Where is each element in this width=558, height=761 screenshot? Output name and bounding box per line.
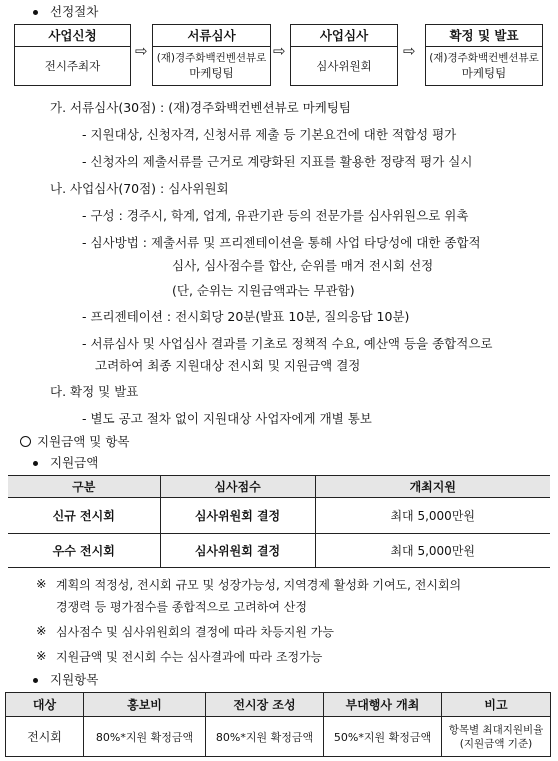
section-ga-item: - 신청자의 제출서류를 근거로 계량화된 지표를 활용한 정량적 평가 실시 <box>82 154 473 169</box>
items-table <box>5 692 551 757</box>
table-row <box>8 498 550 534</box>
note-text: 심사점수 및 심사위원회의 결정에 따라 차등지원 가능 <box>56 625 334 639</box>
section-na-item: - 서류심사 및 사업심사 결과를 기초로 정책적 수요, 예산액 등을 종합적으로 <box>82 336 493 351</box>
table-cell: 우수 전시회 <box>8 534 160 568</box>
arrow-right-icon: ⇨ <box>403 42 416 60</box>
section-na-item: - 심사방법 : 제출서류 및 프리젠테이션을 통해 사업 타당성에 대한 종합적 <box>82 235 481 250</box>
table-row <box>6 717 551 757</box>
table-cell: 심사위원회 결정 <box>160 498 315 534</box>
flow-step-title: 사업심사 <box>291 25 397 47</box>
section-da: 다. 확정 및 발표 <box>50 384 139 399</box>
table-header: 전시장 조성 <box>206 693 324 717</box>
arrow-right-icon: ⇨ <box>273 42 286 60</box>
section-na-item-cont: 심사, 심사점수를 합산, 순위를 매겨 전시회 선정 <box>172 258 434 273</box>
section-ga: 가. 서류심사(30점) : (재)경주화백컨벤션뷰로 마케팅팀 <box>50 100 351 115</box>
table-header: 심사점수 <box>160 476 315 498</box>
table-cell: 심사위원회 결정 <box>160 534 315 568</box>
amount-table <box>8 475 550 568</box>
table-cell: 신규 전시회 <box>8 498 160 534</box>
flow-step-body: 마케팅팀 <box>189 66 234 80</box>
remark-line: (지원금액 기준) <box>459 737 533 750</box>
section-na-item: - 프리젠테이션 : 전시회당 20분(발표 10분, 질의응답 10분) <box>82 309 410 324</box>
flow-step-confirm <box>425 24 543 86</box>
note-mark: ※ <box>36 648 47 663</box>
amount-header: 지원금액 <box>33 453 98 471</box>
section-na-item: - 구성 : 경주시, 학계, 업계, 유관기관 등의 전문가를 심사위원으로 위촉 <box>82 208 469 223</box>
note-text: 계획의 적정성, 전시회 규모 및 성장가능성, 지역경제 활성화 기여도, 전시회의 <box>56 578 462 592</box>
section-na-item-cont: (단, 순위는 지원금액과는 무관함) <box>172 283 355 298</box>
table-cell: 최대 5,000만원 <box>315 534 550 568</box>
bullet-icon <box>33 461 38 466</box>
table-cell: 80%*지원 확정금액 <box>206 717 324 757</box>
arrow-right-icon: ⇨ <box>135 42 148 60</box>
section-na-item-cont: 고려하여 최종 지원대상 전시회 및 지원금액 결정 <box>95 358 361 373</box>
section-na: 나. 사업심사(70점) : 심사위원회 <box>50 181 229 196</box>
selection-header: 선정절차 <box>33 2 98 20</box>
table-cell-remark <box>442 717 551 757</box>
flow-step-body: (재)경주화백컨벤션뷰로 <box>156 52 267 64</box>
table-header: 비고 <box>442 693 551 717</box>
table-cell: 80%*지원 확정금액 <box>84 717 206 757</box>
table-row <box>8 534 550 568</box>
table-cell: 최대 5,000만원 <box>315 498 550 534</box>
flow-step-body: 마케팅팀 <box>461 66 507 80</box>
table-header: 홍보비 <box>84 693 206 717</box>
table-header: 대상 <box>6 693 84 717</box>
note-text: 경쟁력 등 평가점수를 종합적으로 고려하여 산정 <box>56 600 307 614</box>
flow-step-apply <box>14 24 131 86</box>
remark-line: 항목별 최대지원비율 <box>448 723 544 736</box>
items-header: 지원항목 <box>33 670 98 688</box>
section-ga-item: - 지원대상, 신청자격, 신청서류 제출 등 기본요건에 대한 적합성 평가 <box>82 127 457 142</box>
flow-step-document-review <box>152 24 271 86</box>
support-title: 지원금액 및 항목 <box>20 432 129 450</box>
section-da-item: - 별도 공고 절차 없이 지원대상 사업자에게 개별 통보 <box>82 411 372 426</box>
note-mark: ※ <box>36 576 47 591</box>
flow-step-body: (재)경주화백컨벤션뷰로 <box>429 52 539 64</box>
note-text: 지원금액 및 전시회 수는 심사결과에 따라 조정가능 <box>56 650 323 664</box>
flow-step-body: 전시주최자 <box>44 58 101 73</box>
table-cell: 50%*지원 확정금액 <box>324 717 442 757</box>
flow-step-business-review <box>290 24 398 86</box>
table-header: 개최지원 <box>315 476 550 498</box>
circle-bullet-icon <box>20 436 31 447</box>
note-mark: ※ <box>36 623 47 638</box>
table-cell: 전시회 <box>6 717 84 757</box>
flow-step-title: 서류심사 <box>153 25 270 47</box>
table-header: 부대행사 개최 <box>324 693 442 717</box>
table-header: 구분 <box>8 476 160 498</box>
flow-step-body: 심사위원회 <box>316 58 372 73</box>
bullet-icon <box>33 10 38 15</box>
bullet-icon <box>33 678 38 683</box>
flow-step-title: 확정 및 발표 <box>426 25 542 47</box>
flow-step-title: 사업신청 <box>15 25 130 47</box>
